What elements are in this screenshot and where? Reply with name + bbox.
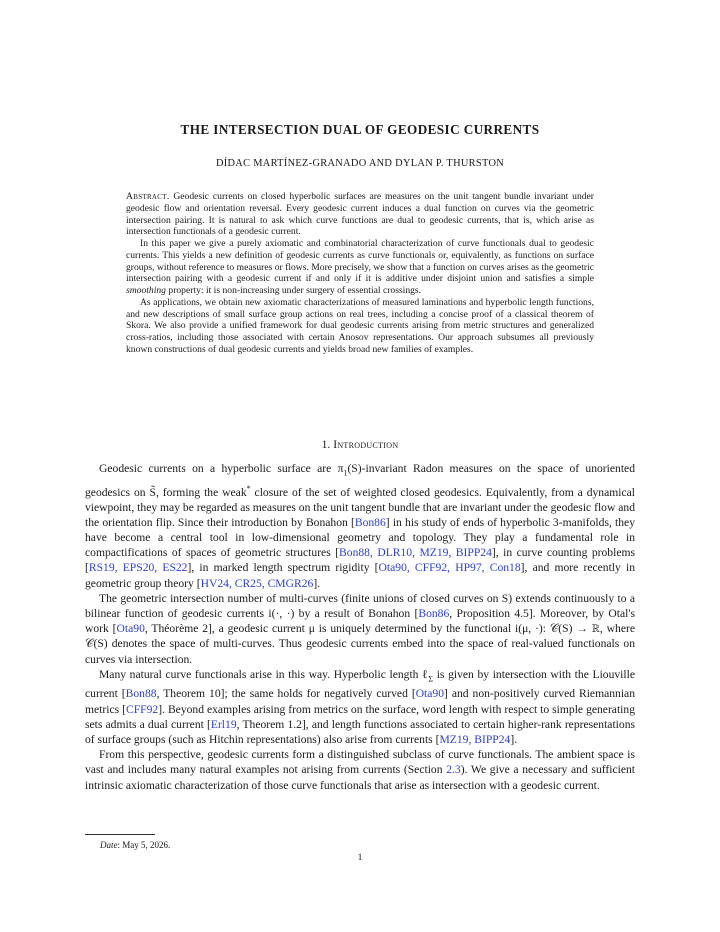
- footnote-rule: [85, 834, 155, 835]
- abstract-paragraph-1: [126, 191, 594, 238]
- citation-link[interactable]: RS19, EPS20, ES22: [88, 561, 188, 575]
- section-title: Introduction: [333, 438, 399, 451]
- introduction-body: [85, 461, 635, 793]
- citation-link[interactable]: Ota90, CFF92, HP97, Con18: [378, 561, 521, 575]
- abstract-label: Abstract.: [126, 191, 170, 202]
- abstract-emphasis: smoothing: [126, 285, 166, 296]
- citation-link[interactable]: Bon88, DLR10, MZ19, BIPP24: [339, 546, 492, 560]
- citation-link[interactable]: Bon86: [418, 607, 450, 620]
- paper-title: THE INTERSECTION DUAL OF GEODESIC CURRENTS: [180, 122, 540, 137]
- intro-paragraph-3: Many natural curve functionals arise in this way. Hyperbolic length ℓ$_\Sigma$ is given by intersection with the Liouville current [Bon88, Theorem 10]; the same holds for negatively curved [Ota90] and non-positively curved Riemannian metrics [CFF92]. Beyond examples arising from metrics on the surface, word length with respect to simple generating sets admits a dual current [Erl19, Theorem 1.2], and length functions associated to certain higher-rank representations of surface groups (such as Hitchin representations) also arise from currents [MZ19, BIPP24].: [85, 667, 635, 746]
- citation-link[interactable]: Bon88: [125, 687, 157, 701]
- abstract-text-2a: In this paper we give a purely axiomatic and combinatorial characterization of curve functionals dual to geodesic currents. This yields a new definition of geodesic currents as curve functionals or, equivalently, as functions on surface groups, without reference to measures or flows. More precisely, we show that a function on curves arises as the geometric intersection pairing with a geodesic current if and only if it is additive under disjoint union and satisfies a simple: [126, 238, 594, 285]
- citation-link[interactable]: MZ19, BIPP24: [439, 732, 511, 746]
- citation-link[interactable]: Ota90: [415, 687, 445, 701]
- section-number: 1.: [321, 438, 331, 451]
- citation-link[interactable]: CFF92: [125, 702, 159, 716]
- citation-link[interactable]: Ota90: [116, 622, 145, 636]
- abstract: [126, 191, 594, 356]
- abstract-text-2b: property: it is non-increasing under surgery of essential crossings.: [168, 285, 422, 296]
- abstract-paragraph-2: [126, 238, 594, 297]
- author-line: DÍDAC MARTÍNEZ-GRANADO AND DYLAN P. THURSTON: [215, 158, 505, 169]
- abstract-text-1: Geodesic currents on closed hyperbolic surfaces are measures on the unit tangent bundle invariant under geodesic flow and orientation reversal. Every geodesic current induces a dual function on curves via the geometric intersection pairing. It is natural to ask which curve functions are dual to geodesic currents, that is, which arise as intersection functionals of a geodesic current.: [126, 191, 594, 238]
- intro-paragraph-1: Geodesic currents on a hyperbolic surface are $\pi_1(S)$-invariant Radon measures on the space of unoriented geodesics on S̃, forming the weak* closure of the set of weighted closed geodesics. Equivalently, from a dynamical viewpoint, they may be regarded as measures on the unit tangent bundle that are invariant under the geodesic flow and the orientation flip. Since their introduction by Bonahon [Bon86] in his study of ends of hyperbolic 3-manifolds, they have become a central tool in low-dimensional geometry and topology. They play a fundamental role in compactifications of spaces of geometric structures [Bon88, DLR10, MZ19, BIPP24], in curve counting problems [RS19, EPS20, ES22], in marked length spectrum rigidity [Ota90, CFF92, HP97, Con18], and more recently in geometric group theory [HV24, CR25, CMGR26].: [85, 462, 635, 590]
- section-crossref-link[interactable]: 2.3: [446, 763, 461, 777]
- citation-link[interactable]: Erl19: [210, 717, 237, 731]
- section-heading: [0, 438, 720, 451]
- intro-paragraph-4: From this perspective, geodesic currents form a distinguished subclass of curve functionals. The ambient space is vast and includes many natural examples not arising from currents (Section 2.3). We give a necessary and sufficient intrinsic axiomatic characterization of those curve functionals that arise as intersection with a geodesic current.: [85, 748, 635, 792]
- footnote-text: : May 5, 2026.: [117, 840, 171, 850]
- footnote-label: Date: [100, 840, 118, 850]
- citation-link[interactable]: Bon86: [354, 515, 386, 529]
- date-footnote: [100, 840, 170, 850]
- citation-link[interactable]: HV24, CR25, CMGR26: [200, 576, 314, 590]
- abstract-paragraph-3: As applications, we obtain new axiomatic characterizations of measured laminations and hyperbolic length functions, and new descriptions of small surface group actions on real trees, including a concise proof of a classical theorem of Skora. We also provide a unified framework for dual geodesic currents arising from metric structures and generalized cross-ratios, including those associated with certain Anosov representations. Our approach subsumes all previously known constructions of dual geodesic currents and yields broad new families of examples.: [126, 296, 594, 355]
- page-number: 1: [357, 852, 363, 863]
- intro-paragraph-2: The geometric intersection number of multi-curves (finite unions of closed curves on S) extends continuously to a bilinear function of geodesic currents i(·, ·) by a result of Bonahon [Bon86, Proposition 4.5]. Moreover, by Otal's work [Ota90, Théorème 2], a geodesic current μ is uniquely determined by the functional i(μ, ·): 𝒞(S) → ℝ, where 𝒞(S) denotes the space of multi-curves. Thus geodesic currents embed into the space of real-valued functionals on curves via intersection.: [85, 591, 635, 666]
